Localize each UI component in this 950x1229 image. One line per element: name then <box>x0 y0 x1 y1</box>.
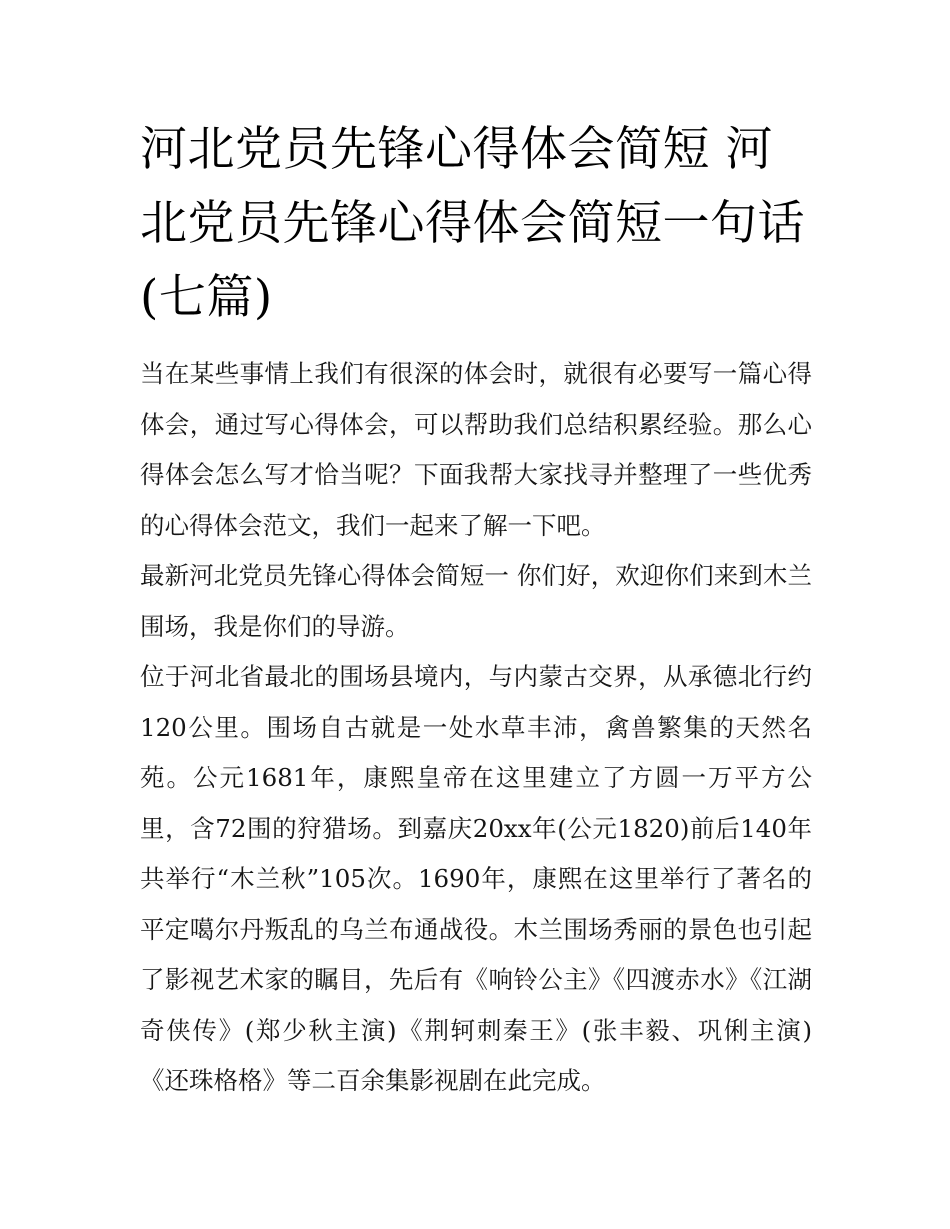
intro-paragraph: 当在某些事情上我们有很深的体会时，就很有必要写一篇心得体会，通过写心得体会，可以帮助我们总结积累经验。那么心得体会怎么写才恰当呢？下面我帮大家找寻并整理了一些优秀的心得体会范文，我们一起来了解一下吧。 <box>140 359 812 540</box>
document-page <box>140 113 812 1107</box>
section-heading-paragraph: 最新河北党员先锋心得体会简短一 你们好，欢迎你们来到木兰围场，我是你们的导游。 <box>140 561 812 641</box>
content-paragraph: 位于河北省最北的围场县境内，与内蒙古交界，从承德北行约120公里。围场自古就是一处水草丰沛，禽兽繁集的天然名苑。公元1681年，康熙皇帝在这里建立了方圆一万平方公里，含72围的狩猎场。到嘉庆20xx年(公元1820)前后140年共举行“木兰秋”105次。1690年，康熙在这里举行了著名的平定噶尔丹叛乱的乌兰布通战役。木兰围场秀丽的景色也引起了影视艺术家的瞩目，先后有《响铃公主》《四渡赤水》《江湖奇侠传》(郑少秋主演)《荆轲刺秦王》(张丰毅、巩俐主演)《还珠格格》等二百余集影视剧在此完成。 <box>140 662 812 1095</box>
page-title: 河北党员先锋心得体会简短 河北党员先锋心得体会简短一句话(七篇) <box>140 122 805 325</box>
document-body <box>140 349 812 1107</box>
